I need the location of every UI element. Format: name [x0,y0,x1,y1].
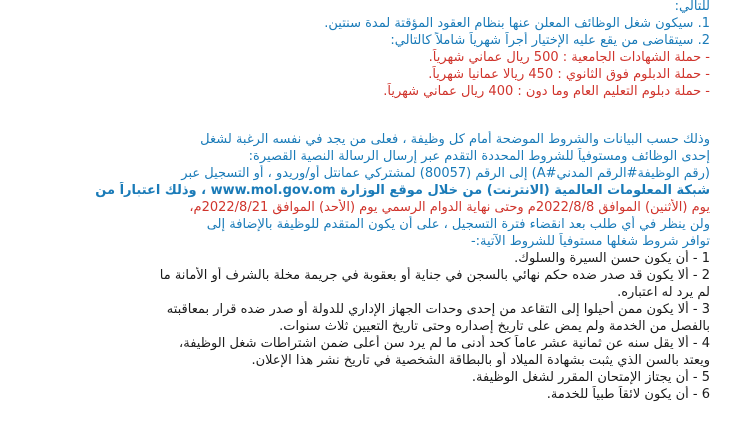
condition-6: 6 - أن يكون لائقاً طبياً للخدمة. [546,387,710,402]
procedure-line-4: شبكة المعلومات العالمية (الانترنت) من خلال موقع الوزارة www.mol.gov.om ، وذلك اعتباراً من [95,183,710,198]
condition-3-line-1: 3 - ألا يكون ممن أحيلوا إلى التقاعد من إحدى وحدات الجهاز الإداري للدولة أو صدر ضده قرار بمعاقبته [166,302,710,317]
intro-item-2: 2. سيتقاضى من يقع عليه الإختيار أجراً شهرياً شاملاً كالتالي: [390,33,710,48]
salary-diploma-above-secondary: - حملة الدبلوم فوق الثانوي : 450 ريالا عمانيا شهرياً. [428,67,710,82]
procedure-line-6: ولن ينظر في أي طلب بعد انقضاء فترة التسجيل ، على أن يكون المتقدم للوظيفة بالإضافة إلى [206,217,710,232]
procedure-line-2: إحدى الوظائف ومستوفياً للشروط المحددة التقدم عبر إرسال الرسالة النصية القصيرة: [248,149,710,164]
condition-3-line-2: بالفصل من الخدمة ولم يمض على تاريخ إصداره وحتى تاريخ التعيين ثلاث سنوات. [279,319,710,334]
procedure-line-3: (رقم الوظيفة#الرقم المدني#A) إلى الرقم (80057) لمشتركي عمانتل أو/وريدو ، أو التسجيل عبر [181,166,710,181]
condition-2-line-2: لم يرد له اعتباره. [617,285,710,300]
intro-section [40,0,710,100]
procedure-line-1: وذلك حسب البيانات والشروط الموضحة أمام كل وظيفة ، فعلى من يجد في نفسه الرغبة لشغل [200,132,710,147]
condition-4-line-2: ويعتد بالسن الذي يثبت بشهادة الميلاد أو بالبطاقة الشخصية في تاريخ نشر هذا الإعلان. [251,353,710,368]
condition-4-line-1: 4 - ألا يقل سنه عن ثمانية عشر عاماً كحد أدنى ما لم يرد سن أعلى ضمن اشتراطات شغل الوظيفة، [179,336,710,351]
condition-5: 5 - أن يجتاز الإمتحان المقرر لشغل الوظيفة. [471,370,710,385]
intro-item-1: 1. سيكون شغل الوظائف المعلن عنها بنظام العقود المؤقتة لمدة سنتين. [324,16,710,31]
intro-heading: للتالي: [674,0,710,14]
procedure-section [40,131,710,403]
salary-general-education: - حملة دبلوم التعليم العام وما دون : 400 ريال عماني شهرياً. [383,84,710,99]
condition-2-line-1: 2 - ألا يكون قد صدر ضده حكم نهائي بالسجن في جناية أو بعقوبة في جريمة مخلة بالشرف أو الأمانة ما [159,268,710,283]
salary-university: - حملة الشهادات الجامعية : 500 ريال عماني شهرياً. [428,50,710,65]
procedure-line-5: يوم (الأثنين) الموافق 2022/8/8م وحتى نهاية الدوام الرسمي يوم (الأحد) الموافق 2022/8/21م، [189,200,710,215]
procedure-line-7: توافر شروط شغلها مستوفياً للشروط الآتية:- [470,234,710,249]
condition-1: 1 - أن يكون حسن السيرة والسلوك. [514,251,710,266]
